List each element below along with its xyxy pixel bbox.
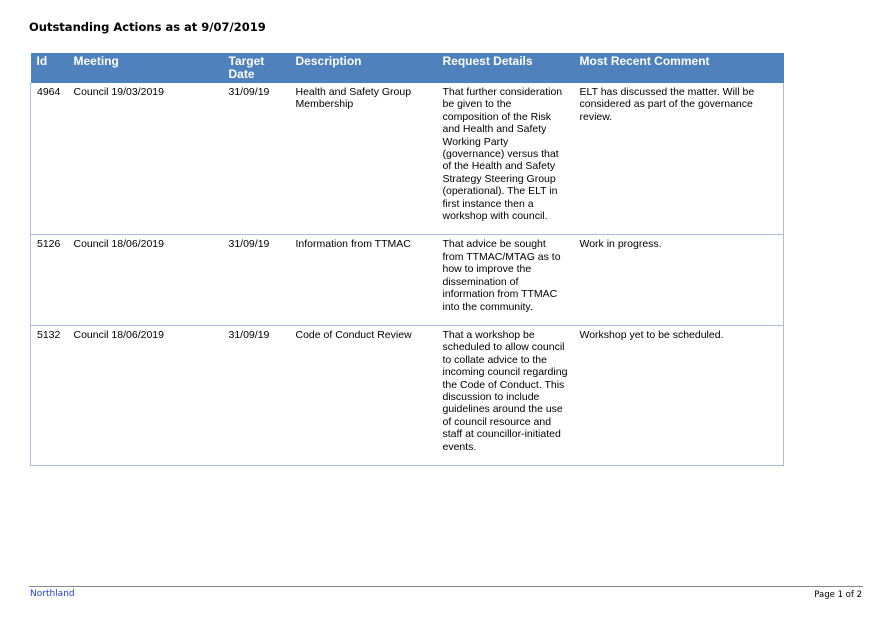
cell-description: Code of Conduct Review — [290, 325, 437, 465]
cell-meeting: Council 18/06/2019 — [68, 325, 223, 465]
header-request-details: Request Details — [437, 53, 574, 83]
cell-description: Information from TTMAC — [290, 235, 437, 325]
header-row — [31, 53, 784, 83]
cell-meeting: Council 18/06/2019 — [68, 235, 223, 325]
cell-id: 5132 — [31, 325, 68, 465]
table-row — [31, 235, 784, 325]
header-meeting: Meeting — [68, 53, 223, 83]
cell-request-details: That further consideration be given to the composition of the Risk and Health and Safety Working Party (governance) versus that of the Health and Safety Strategy Steering Group (operational). The ELT in first instance then a workshop with council. — [437, 83, 574, 235]
table-body — [31, 83, 784, 465]
header-id: Id — [31, 53, 68, 83]
table-header — [31, 53, 784, 83]
header-target-date: Target Date — [223, 53, 290, 83]
cell-most-recent-comment: Workshop yet to be scheduled. — [574, 325, 784, 465]
cell-target-date: 31/09/19 — [223, 325, 290, 465]
footer-divider — [29, 586, 863, 587]
footer-page-number: Page 1 of 2 — [814, 590, 862, 600]
cell-most-recent-comment: ELT has discussed the matter. Will be considered as part of the governance review. — [574, 83, 784, 235]
cell-target-date: 31/09/19 — [223, 235, 290, 325]
cell-most-recent-comment: Work in progress. — [574, 235, 784, 325]
header-description: Description — [290, 53, 437, 83]
cell-id: 4964 — [31, 83, 68, 235]
table-row — [31, 325, 784, 465]
cell-meeting: Council 19/03/2019 — [68, 83, 223, 235]
page-title: Outstanding Actions as at 9/07/2019 — [29, 20, 266, 34]
cell-description: Health and Safety Group Membership — [290, 83, 437, 235]
table-row — [31, 83, 784, 235]
cell-request-details: That a workshop be scheduled to allow council to collate advice to the incoming council regarding the Code of Conduct. This discussion to include guidelines around the use of council resource and staff at councillor-initiated events. — [437, 325, 574, 465]
actions-table — [30, 53, 784, 466]
footer-organization: Northland — [30, 589, 75, 599]
cell-id: 5126 — [31, 235, 68, 325]
cell-request-details: That advice be sought from TTMAC/MTAG as to how to improve the dissemination of information from TTMAC into the community. — [437, 235, 574, 325]
header-most-recent-comment: Most Recent Comment — [574, 53, 784, 83]
cell-target-date: 31/09/19 — [223, 83, 290, 235]
